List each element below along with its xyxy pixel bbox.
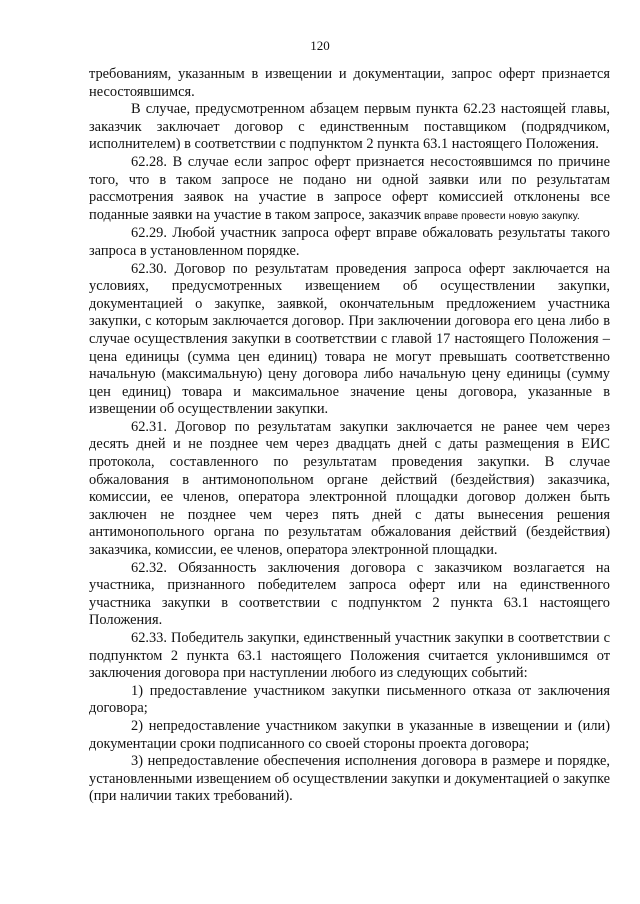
page-number: 120 <box>310 38 330 53</box>
paragraph-62-33 <box>89 630 610 683</box>
paragraph-text: 62.28. В случае если запрос оферт признается несостоявшимся по причине того, что в таком запросе не подано ни одной заявки или по результатам рассмотрения заявок на участие в запросе оферт комиссией отклонены все поданные заявки на участие в таком запросе, заказчик <box>89 153 610 223</box>
paragraph-text: требованиям, указанным в извещении и документации, запрос оферт признается несостоявшимся. <box>89 66 610 100</box>
list-item-1 <box>89 683 610 718</box>
paragraph-text: 62.31. Договор по результатам закупки заключается не ранее чем через десять дней и не позднее чем через двадцать дней с даты размещения в ЕИС протокола, составленного по результатам проведения закупки. В случае обжалования в антимонопольном органе действий (бездействия) заказчика, комиссии, ее членов, оператора электронной площадки договор должен быть заключен не позднее чем через пять дней с даты вынесения решения антимонопольного органа по результатам обжалования действий (бездействия) заказчика, комиссии, ее членов, оператора электронной площадки. <box>89 418 610 559</box>
paragraph-text: 3) непредоставление обеспечения исполнения договора в размере и порядке, установленными извещением об осуществлении закупки и документацией о закупке (при наличии таких требований). <box>89 753 610 805</box>
paragraph-62-27-note <box>89 101 610 154</box>
paragraph-text: 62.32. Обязанность заключения договора с заказчиком возлагается на участника, признанного победителем запроса оферт или на единственного участника закупки в соответствии с подпунктом 2 пункта 63.1 настоящего Положения. <box>89 559 610 629</box>
paragraph-62-28 <box>89 154 610 225</box>
paragraph-continuation <box>89 66 610 101</box>
paragraph-62-31 <box>89 419 610 560</box>
paragraph-text: 62.30. Договор по результатам проведения запроса оферт заключается на условиях, предусмотренных извещением об осуществлении закупки, документацией о закупке, заявкой, окончательным предложением участника закупки, с которым заключается договор. При заключении договора его цена либо в случае осуществления закупки в соответствии с главой 17 настоящего Положения – цена единицы (сумма цен единиц) товара не могут превышать соответственно начальную (максимальную) цену договора либо начальную цену единицы (сумму цен единиц) товара и максимальное значение цены договора, указанные в извещении об осуществлении закупки. <box>89 260 610 418</box>
paragraph-62-30 <box>89 261 610 419</box>
paragraph-text: 2) непредоставление участником закупки в указанные в извещении и (или) документации сроки подписанного со своей стороны проекта договора; <box>89 717 610 752</box>
paragraph-text: 62.29. Любой участник запроса оферт вправе обжаловать результаты такого запроса в установленном порядке. <box>89 225 610 259</box>
paragraph-text: В случае, предусмотренном абзацем первым пункта 62.23 настоящей главы, заказчик заключает договор с единственным поставщиком (подрядчиком, исполнителем) в соответствии с подпунктом 2 пункта 63.1 настоящего Положения. <box>89 101 610 153</box>
list-item-3 <box>89 753 610 806</box>
paragraph-small-tail: вправе провести новую закупку. <box>421 209 580 222</box>
paragraph-62-32 <box>89 560 610 630</box>
document-body <box>89 66 610 806</box>
list-item-2 <box>89 718 610 753</box>
paragraph-62-29 <box>89 225 610 260</box>
paragraph-text: 1) предоставление участником закупки письменного отказа от заключения договора; <box>89 682 610 717</box>
paragraph-text: 62.33. Победитель закупки, единственный участник закупки в соответствии с подпунктом 2 пункта 63.1 настоящего Положения считается уклонившимся от заключения договора при наступлении любого из следующих событий: <box>89 630 610 682</box>
